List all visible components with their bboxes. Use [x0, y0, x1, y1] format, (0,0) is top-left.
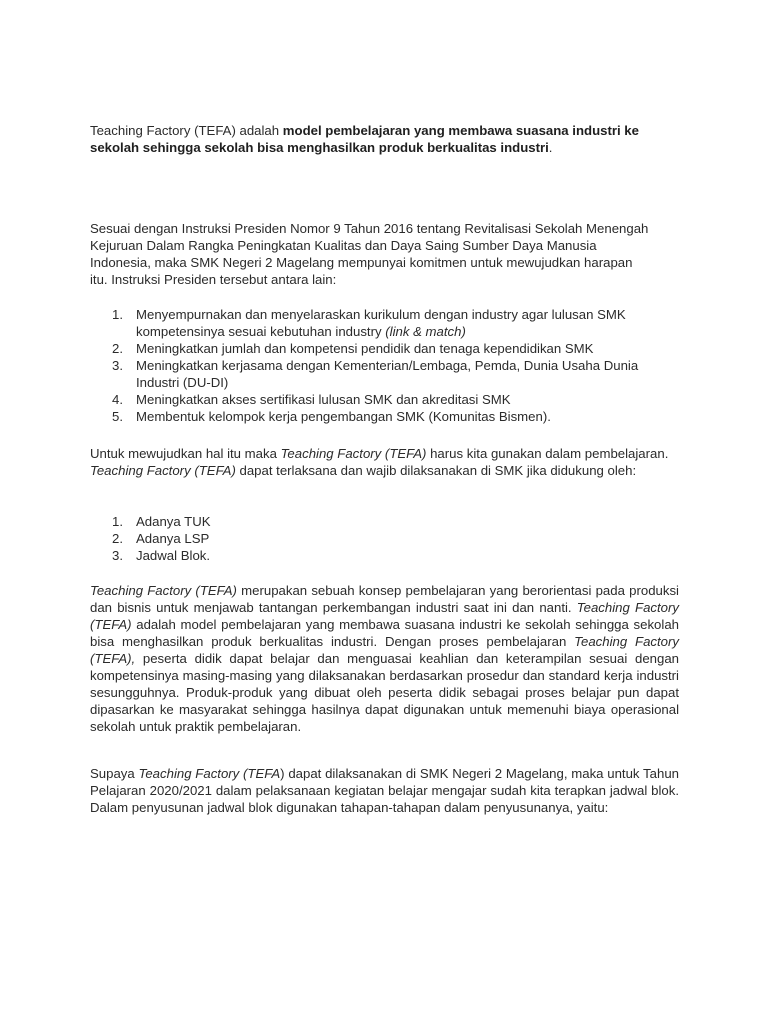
- list-item-italic: (link & match): [385, 324, 466, 339]
- tefa-requirement-paragraph: [90, 445, 679, 479]
- list-item: [90, 306, 679, 340]
- paragraph-text: Supaya: [90, 766, 139, 781]
- requirement-list: [90, 513, 679, 564]
- paragraph-text: adalah model pembelajaran yang membawa suasana industri ke sekolah sehingga sekolah bisa menghasilkan produk berkualitas industri. Dengan proses pembelajaran: [90, 617, 679, 649]
- intro-text: Teaching Factory (TEFA) adalah: [90, 123, 283, 138]
- list-item: [90, 408, 679, 425]
- list-number: 2.: [112, 531, 123, 546]
- list-number: 5.: [112, 409, 123, 424]
- instruction-list: [90, 306, 679, 425]
- list-item-text: Adanya TUK: [136, 514, 211, 529]
- intro-paragraph: [90, 122, 679, 156]
- instruction-paragraph: Sesuai dengan Instruksi Presiden Nomor 9 Tahun 2016 tentang Revitalisasi Sekolah Menengah Kejuruan Dalam Rangka Peningkatan Kualitas dan Daya Saing Sumber Daya Manusia Indonesia, maka SMK Negeri 2 Magelang mempunyai komitmen untuk mewujudkan harapan itu. Instruksi Presiden tersebut antara lain:: [90, 221, 649, 287]
- paragraph-text: ) dapat dilaksanakan di SMK Negeri 2 Magelang, maka untuk Tahun Pelajaran 2020/2021 dalam pelaksanaan kegiatan belajar mengajar sudah kita terapkan jadwal blok. Dalam penyusunan jadwal blok digunakan tahapan-tahapan dalam penyusunanya, yaitu:: [90, 766, 679, 815]
- list-item-text: Meningkatkan akses sertifikasi lulusan SMK dan akreditasi SMK: [136, 392, 511, 407]
- list-item: [90, 547, 679, 564]
- list-item-text: Menyempurnakan dan menyelaraskan kurikulum dengan industry agar lulusan SMK kompetensinya sesuai kebutuhan industry: [136, 307, 626, 339]
- list-item-text: Meningkatkan jumlah dan kompetensi pendidik dan tenaga kependidikan SMK: [136, 341, 594, 356]
- intro-bold-definition: model pembelajaran yang membawa suasana industri ke sekolah sehingga sekolah bisa menghasilkan produk berkualitas industri: [90, 123, 639, 155]
- list-item: [90, 391, 679, 408]
- list-item-text: Adanya LSP: [136, 531, 210, 546]
- intro-period: .: [548, 140, 553, 155]
- list-item-text: Membentuk kelompok kerja pengembangan SMK (Komunitas Bismen).: [136, 409, 551, 424]
- block-schedule-paragraph: [90, 765, 679, 816]
- list-number: 3.: [112, 358, 123, 373]
- list-item: [90, 357, 679, 391]
- paragraph-text: harus kita gunakan dalam pembelajaran.: [426, 446, 669, 461]
- list-item-text: Meningkatkan kerjasama dengan Kementerian/Lembaga, Pemda, Dunia Usaha Dunia Industri (DU-DI): [136, 358, 639, 390]
- list-item: [90, 340, 679, 357]
- tefa-italic: Teaching Factory (TEFA): [90, 463, 236, 478]
- tefa-italic: Teaching Factory (TEFA): [90, 583, 237, 598]
- list-number: 4.: [112, 392, 123, 407]
- list-item: [90, 530, 679, 547]
- list-number: 1.: [112, 514, 123, 529]
- tefa-concept-paragraph: [90, 582, 679, 735]
- list-item-text: Jadwal Blok.: [136, 548, 211, 563]
- paragraph-text: peserta didik dapat belajar dan menguasai keahlian dan keterampilan sesuai dengan kompetensinya masing-masing yang dilaksanakan berdasarkan prosedur dan standard kerja industri sesungguhnya. Produk-produk yang dibuat oleh peserta didik sebagai proses belajar pun dapat dipasarkan ke masyarakat sehingga hasilnya dapat digunakan untuk memenuhi biaya operasional sekolah untuk praktik pembelajaran.: [90, 651, 679, 734]
- list-item: [90, 513, 679, 530]
- list-number: 1.: [112, 307, 123, 322]
- list-number: 2.: [112, 341, 123, 356]
- paragraph-text: dapat terlaksana dan wajib dilaksanakan di SMK jika didukung oleh:: [235, 463, 637, 478]
- tefa-italic: Teaching Factory (TEFA): [280, 446, 427, 461]
- paragraph-text: merupakan sebuah konsep pembelajaran yang berorientasi pada produksi dan bisnis untuk menjawab tantangan perkembangan industri saat ini dan nanti.: [90, 583, 679, 615]
- tefa-italic: Teaching Factory (TEFA),: [90, 634, 679, 666]
- tefa-italic: Teaching Factory (TEFA: [138, 766, 281, 781]
- tefa-italic: Teaching Factory (TEFA): [90, 600, 679, 632]
- paragraph-text: Untuk mewujudkan hal itu maka: [90, 446, 281, 461]
- list-number: 3.: [112, 548, 123, 563]
